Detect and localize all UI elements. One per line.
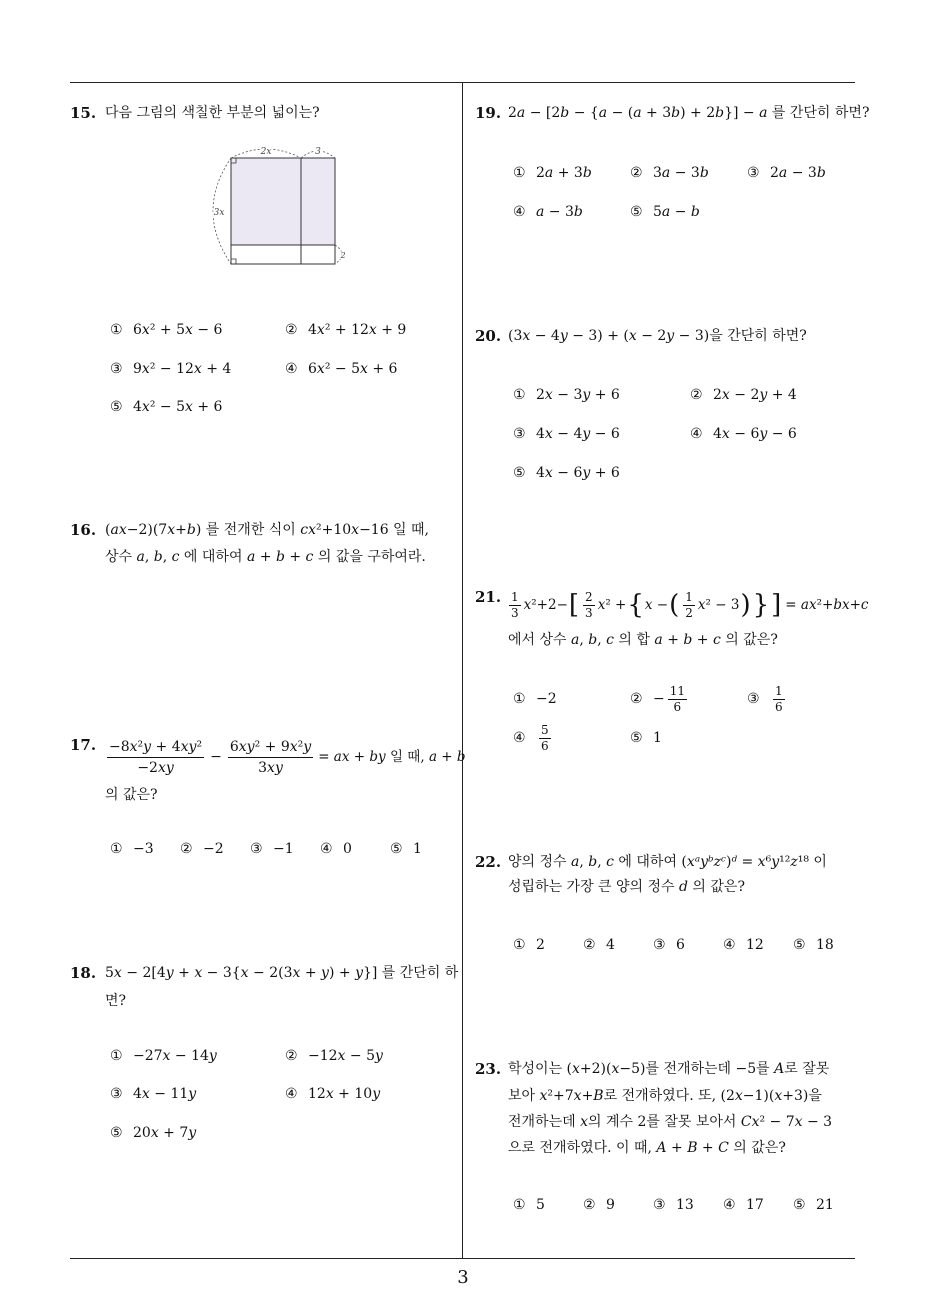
option-text: 2a − 3b: [770, 165, 826, 181]
q19-option-2: [630, 163, 709, 183]
fraction-denominator: 6: [775, 699, 783, 714]
q21-formula: [506, 583, 868, 627]
q20-option-4: [690, 424, 797, 444]
q21-bracket-3-open: (: [669, 590, 680, 620]
option-marker: ③: [653, 937, 666, 953]
q23-line-3: 전개하는데 x의 계수 2를 잘못 보아서 Cx² − 7x − 3: [508, 1114, 833, 1130]
option-marker: ②: [180, 841, 193, 857]
q18-number: 18.: [70, 964, 97, 982]
option-text: 9: [606, 1197, 615, 1213]
q22-option-5: [793, 935, 834, 955]
q18-line-2: 면?: [105, 993, 127, 1009]
fraction-denominator: 6: [673, 699, 682, 714]
option-marker: ④: [285, 1086, 298, 1102]
option-text: 6x² + 5x − 6: [133, 322, 223, 338]
option-text: 20x + 7y: [133, 1125, 197, 1141]
q21-bracket-1-close: ]: [771, 590, 782, 620]
fraction-denominator: 2: [685, 605, 693, 620]
q18-option-5: [110, 1123, 196, 1143]
q20-number: 20.: [475, 327, 502, 345]
q23-line-1: 학성이는 (x+2)(x−5)를 전개하는데 −5를 A로 잘못: [508, 1061, 830, 1077]
q17-line-2: 의 값은?: [105, 787, 158, 803]
option-marker: ④: [285, 361, 298, 377]
option-marker: ①: [513, 165, 526, 181]
option-marker: ③: [653, 1197, 666, 1213]
option-marker: ①: [513, 1197, 526, 1213]
q21-part-3: x −: [644, 597, 669, 613]
option-marker: ④: [513, 204, 526, 220]
option-marker: ③: [747, 165, 760, 181]
q18-option-4: [285, 1084, 380, 1104]
option-marker: ⑤: [110, 399, 123, 415]
q17-option-5: [390, 839, 422, 859]
fraction-denominator: 3: [585, 605, 593, 620]
q21-option-2: [630, 679, 690, 719]
option-marker: ③: [513, 426, 526, 442]
q21-fraction-2: [583, 590, 595, 621]
q22-option-3: [653, 935, 685, 955]
q21-option-3: [747, 679, 788, 719]
option-text: 13: [676, 1197, 694, 1213]
q19-option-4: [513, 202, 583, 222]
option-text: 21: [816, 1197, 834, 1213]
option-marker: ⑤: [793, 937, 806, 953]
bottom-rule: [70, 1258, 855, 1259]
fraction-numerator: 1: [775, 683, 783, 698]
option-text: 5: [536, 1197, 545, 1213]
q15-figure: [200, 140, 360, 270]
option-text: 4x − 4y − 6: [536, 426, 620, 442]
q19-stem: 2a − [2b − {a − (a + 3b) + 2b}] − a 를 간단히 하면?: [508, 105, 870, 121]
label-right: 2: [340, 251, 346, 260]
option-marker: ④: [723, 937, 736, 953]
q21-part-5: = ax²+bx+c: [785, 597, 869, 613]
fraction-numerator: −8x²y + 4xy²: [107, 737, 204, 758]
q15-stem: 다음 그림의 색칠한 부분의 넓이는?: [105, 105, 320, 121]
label-left: 3x: [213, 208, 225, 218]
q15-number: 15.: [70, 104, 97, 122]
option-text: 0: [343, 841, 352, 857]
option-text: a − 3b: [536, 204, 583, 220]
option-marker: ②: [285, 322, 298, 338]
option-text: 6: [676, 937, 685, 953]
option-fraction: [668, 684, 687, 715]
option-sign: −: [653, 691, 665, 707]
option-text: 9x² − 12x + 4: [133, 361, 232, 377]
fraction-numerator: 5: [541, 722, 549, 737]
option-text: −2: [203, 841, 224, 857]
option-marker: ⑤: [793, 1197, 806, 1213]
q23-line-2: 보아 x²+7x+B로 전개하였다. 또, (2x−1)(x+3)을: [508, 1088, 822, 1104]
q17-fraction-1: [107, 737, 204, 778]
option-text: 4x² + 12x + 9: [308, 322, 407, 338]
q21-bracket-2-close: }: [752, 590, 770, 620]
q19-option-1: [513, 163, 592, 183]
option-fraction: [773, 684, 785, 715]
option-marker: ①: [110, 322, 123, 338]
fraction-denominator: 3xy: [258, 759, 283, 776]
option-marker: ②: [583, 937, 596, 953]
option-text: 4x − 11y: [133, 1086, 197, 1102]
q15-option-4: [285, 359, 397, 379]
q19-option-3: [747, 163, 826, 183]
option-text: 3a − 3b: [653, 165, 709, 181]
option-text: 4x − 6y − 6: [713, 426, 797, 442]
q20-option-5: [513, 463, 620, 483]
q15-option-2: [285, 320, 406, 340]
option-marker: ②: [630, 165, 643, 181]
right-angle-mark-bottom: [231, 259, 236, 264]
option-text: −12x − 5y: [308, 1048, 383, 1064]
option-text: 12x + 10y: [308, 1086, 381, 1102]
q22-line-1: 양의 정수 a, b, c 에 대하여 (xᵃyᵇzᶜ)ᵈ = x⁶y¹²z¹⁸ 이: [508, 854, 827, 870]
q18-line-1: 5x − 2[4y + x − 3{x − 2(3x + y) + y}] 를 간단히 하: [105, 965, 459, 981]
option-text: −27x − 14y: [133, 1048, 217, 1064]
q23-option-4: [723, 1195, 764, 1215]
fraction-numerator: 1: [511, 589, 519, 604]
option-marker: ⑤: [390, 841, 403, 857]
q20-stem: (3x − 4y − 3) + (x − 2y − 3)을 간단히 하면?: [508, 328, 807, 344]
q22-option-2: [583, 935, 615, 955]
q22-option-1: [513, 935, 545, 955]
option-text: 18: [816, 937, 834, 953]
option-marker: ④: [513, 730, 526, 746]
q21-part-1: x²+2−: [523, 597, 568, 613]
fraction-numerator: 2: [585, 589, 593, 604]
option-marker: ①: [110, 1048, 123, 1064]
option-marker: ⑤: [513, 465, 526, 481]
option-text: 5a − b: [653, 204, 700, 220]
fraction-denominator: 3: [511, 605, 519, 620]
option-marker: ①: [513, 691, 526, 707]
option-text: 6x² − 5x + 6: [308, 361, 398, 377]
q23-option-2: [583, 1195, 615, 1215]
option-text: −1: [273, 841, 294, 857]
q17-option-3: [250, 839, 294, 859]
option-marker: ①: [513, 937, 526, 953]
q19-option-5: [630, 202, 700, 222]
q17-formula-tail: = ax + by 일 때, a + b: [318, 749, 466, 765]
option-marker: ②: [583, 1197, 596, 1213]
option-text: 12: [746, 937, 764, 953]
option-fraction: [539, 723, 551, 754]
q16-line-1: (ax−2)(7x+b) 를 전개한 식이 cx²+10x−16 일 때,: [105, 522, 430, 538]
fraction-numerator: 6xy² + 9x²y: [228, 737, 313, 758]
q22-line-2: 성립하는 가장 큰 양의 정수 d 의 값은?: [508, 879, 745, 895]
fraction-denominator: 6: [541, 738, 549, 753]
option-marker: ①: [110, 841, 123, 857]
q16-line-2: 상수 a, b, c 에 대하여 a + b + c 의 값을 구하여라.: [105, 549, 426, 565]
q23-option-3: [653, 1195, 694, 1215]
option-text: 17: [746, 1197, 764, 1213]
q23-line-4: 으로 전개하였다. 이 때, A + B + C 의 값은?: [508, 1140, 786, 1156]
option-text: 2a + 3b: [536, 165, 592, 181]
q17-number: 17.: [70, 736, 97, 754]
q18-option-3: [110, 1084, 196, 1104]
option-text: −2: [536, 691, 557, 707]
option-text: −3: [133, 841, 154, 857]
q17-operator: −: [210, 749, 222, 765]
option-text: 2x − 2y + 4: [713, 387, 797, 403]
q17-option-4: [320, 839, 352, 859]
q17-fraction-2: [228, 737, 313, 778]
option-text: 4x² − 5x + 6: [133, 399, 223, 415]
q16-number: 16.: [70, 521, 97, 539]
option-marker: ⑤: [630, 730, 643, 746]
q21-bracket-2-open: {: [627, 590, 644, 620]
option-marker: ③: [110, 361, 123, 377]
option-marker: ④: [690, 426, 703, 442]
q21-number: 21.: [475, 588, 502, 606]
option-marker: ③: [250, 841, 263, 857]
q15-option-3: [110, 359, 231, 379]
q17-option-2: [180, 839, 224, 859]
option-text: 4x − 6y + 6: [536, 465, 620, 481]
q21-option-5: [630, 718, 662, 758]
option-text: 1: [413, 841, 422, 857]
q20-option-3: [513, 424, 620, 444]
q23-option-1: [513, 1195, 545, 1215]
option-marker: ③: [747, 691, 760, 707]
q22-option-4: [723, 935, 764, 955]
q23-number: 23.: [475, 1060, 502, 1078]
page-number: 3: [457, 1267, 469, 1288]
q19-number: 19.: [475, 104, 502, 122]
option-marker: ②: [690, 387, 703, 403]
label-top-left: 2x: [260, 147, 272, 157]
column-divider: [462, 82, 463, 1258]
fraction-numerator: 11: [669, 683, 686, 698]
q21-fraction-1: [509, 590, 521, 621]
label-top-right: 3: [315, 147, 321, 157]
q21-option-4: [513, 718, 554, 758]
shaded-region: [231, 158, 335, 245]
q18-option-2: [285, 1046, 383, 1066]
option-marker: ④: [320, 841, 333, 857]
option-text: 2x − 3y + 6: [536, 387, 620, 403]
q21-bracket-3-close: ): [740, 590, 751, 620]
option-marker: ⑤: [630, 204, 643, 220]
q23-option-5: [793, 1195, 834, 1215]
q20-option-2: [690, 385, 797, 405]
option-marker: ③: [110, 1086, 123, 1102]
q21-line-2: 에서 상수 a, b, c 의 합 a + b + c 의 값은?: [508, 632, 778, 648]
q17-formula: [104, 733, 466, 781]
option-text: 4: [606, 937, 615, 953]
option-marker: ②: [630, 691, 643, 707]
option-marker: ②: [285, 1048, 298, 1064]
q21-option-1: [513, 679, 557, 719]
q15-option-5: [110, 397, 222, 417]
option-text: 1: [653, 730, 662, 746]
option-marker: ①: [513, 387, 526, 403]
q18-option-1: [110, 1046, 217, 1066]
q15-option-1: [110, 320, 222, 340]
option-text: 2: [536, 937, 545, 953]
option-marker: ④: [723, 1197, 736, 1213]
fraction-numerator: 1: [685, 589, 693, 604]
q20-option-1: [513, 385, 620, 405]
q21-fraction-3: [683, 590, 695, 621]
q22-number: 22.: [475, 853, 502, 871]
q21-part-4: x² − 3: [697, 597, 740, 613]
q21-bracket-1-open: [: [568, 590, 580, 620]
fraction-denominator: −2xy: [137, 759, 174, 776]
option-marker: ⑤: [110, 1125, 123, 1141]
q17-option-1: [110, 839, 154, 859]
q21-part-2: x² +: [597, 597, 627, 613]
